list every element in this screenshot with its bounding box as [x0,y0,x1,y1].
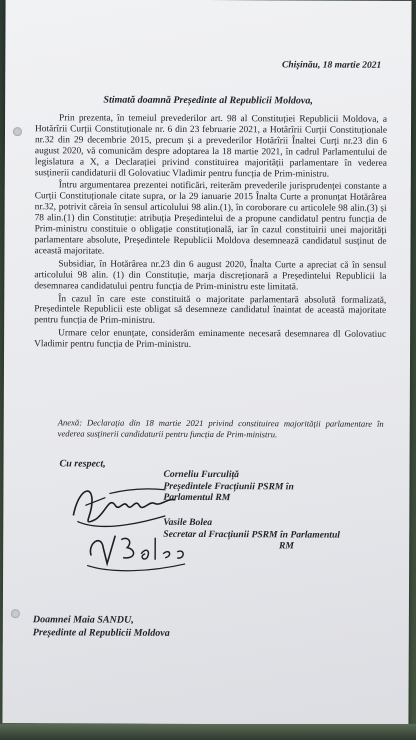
signatory-title: RM [278,540,294,552]
letter-page [2,0,411,725]
punch-hole [13,127,22,136]
signatory-furculita [163,469,293,504]
signatory-name: Vasile Bolea [163,516,213,529]
annex-note: Anexă: Declarația din 18 martie 2021 privind constituirea majorității parlamentare în vederea susținerii candidaturii pentru funcția de Prim-ministru. [57,417,384,439]
body-paragraph: Urmare celor enunțate, considerăm eminamente necesară desemnarea dl Golovatiuc Vladimir pentru funcția de Prim-ministru. [34,328,387,351]
signatory-title: Parlamentul RM [163,491,231,504]
salutation: Stimată doamnă Președinte al Republicii Moldova, [103,94,313,107]
punch-hole [11,609,20,618]
body-paragraph: Prin prezenta, în temeiul prevederilor art. 98 al Constituției Republicii Moldova, a Hotărîrii Curții Constituționale nr. 6 din 23 februarie 2021, a Hotărîrii Curții Constituționale nr.32 din 29 decembrie 2015, precum și a prevederilor Hotărîrii Înaltei Curți nr.23 din 6 august 2020, vă comunicăm despre adoptarea la 18 martie 2021, în cadrul Parlamentului de legislatura a X, a Declarației privind constituirea majorității parlamentare în vederea susținerii candidaturii dl Golovatiuc Vladimir pentru funcția de Prim-ministru. [34,113,388,180]
signatory-title: Președintele Fracțiunii PSRM în [163,480,294,492]
signatory-name: Corneliu Furculiță [163,468,239,481]
body-paragraph: În cazul în care este constituită o majoritate parlamentară absolută formalizată, Președintele Republicii este obligat să desemneze candidatul înaintat de această majoritate pentru funcția de Prim-ministru. [34,293,387,327]
table-edge [0,724,416,740]
body-paragraph: Întru argumentarea prezentei notificări, reiterăm prevederile jurisprudenței constante a Curții Constituționale citate supra, or la 29 ianuarie 2015 Înalta Curte a pronunțat Hotărârea nr.32, potrivit căreia în sensul articolului 98 alin.(1), în coroborare cu articolele 98 alin.(3) și 78 alin.(1) din Constituție: atribuția Președintelui de a propune candidatul pentru funcția de Prim-ministru constituie o obligație constituțională, iar în cazul constituirii unei majorități parlamentare absolute, Președintele Republicii Moldova desemnează candidatul susținut de această majoritate. [34,180,387,257]
letter-body [34,113,387,354]
signatory-bolea [163,517,340,552]
signatory-title: Secretar al Fracțiunii PSRM în Parlamentul [163,528,340,541]
addressee [33,613,170,640]
letter-date: Chișinău, 18 martie 2021 [282,60,382,71]
body-paragraph: Subsidiar, în Hotărârea nr.23 din 6 august 2020, Înalta Curte a apreciat că în sensul articolului 98 alin. (1) din Constituție, marja discreționară a Președintelui Republicii la desemnarea candidatului pentru funcția de Prim-ministru este limitată. [34,259,387,292]
addressee-title: Președinte al Republicii Moldova [32,627,170,639]
closing: Cu respect, [59,458,106,470]
addressee-name: Doamnei Maia SANDU, [32,614,134,626]
